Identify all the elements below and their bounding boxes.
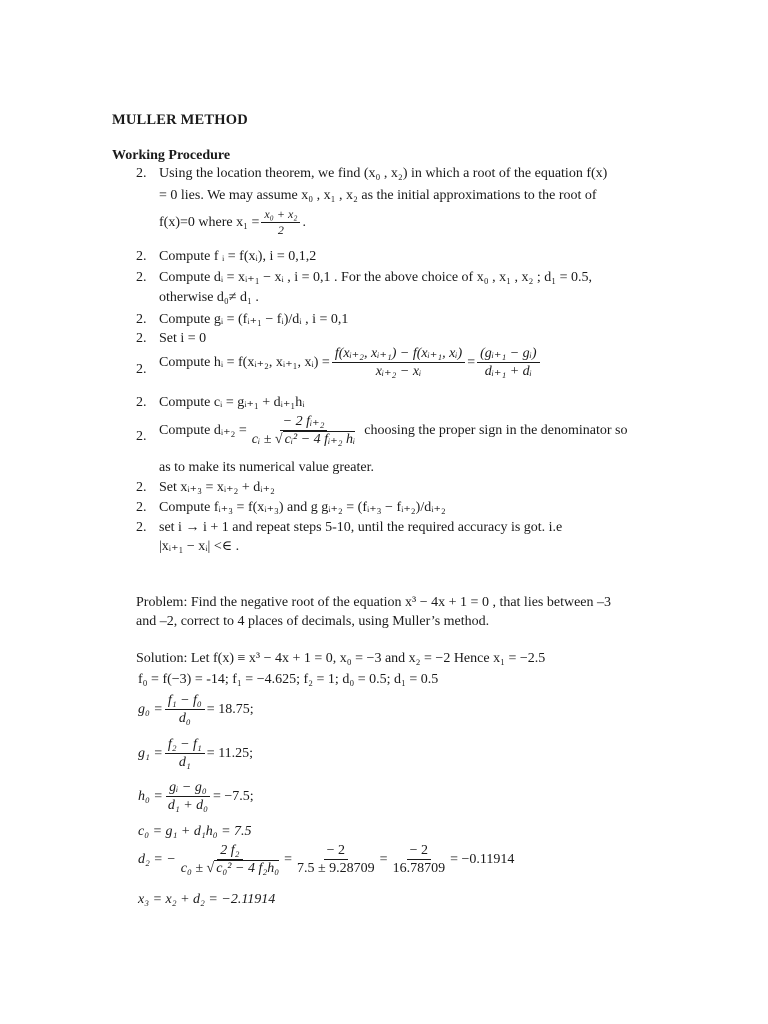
square-root: cᵢ² − 4 fᵢ₊₂ hᵢ (284, 432, 356, 448)
step-text-fragment: . (302, 214, 306, 230)
equation-g1 (138, 737, 253, 771)
step-number: 2. (136, 166, 147, 181)
fraction-denominator: 7.5 ± 9.28709 (296, 861, 375, 877)
step-number: 2. (136, 312, 147, 327)
step-text-continued: as to make its numerical value greater. (159, 460, 374, 475)
equation-c0: c₀ = g₁ + d₁h₀ = 7.5 (138, 824, 252, 839)
solution-values: f₀ = f(−3) = -14; f₁ = −4.625; f₂ = 1; d₀ = 0.5; d₁ = 0.5 (138, 672, 439, 687)
step-text: Set xᵢ₊₃ = xᵢ₊₂ + dᵢ₊₂ (159, 480, 275, 495)
fraction-numerator: x₀ + x₂ (261, 208, 300, 223)
equation-fragment: g₀ = (138, 701, 163, 717)
step-text: set i → i + 1 and repeat steps 5-10, until the required accuracy is got. i.e (159, 520, 563, 535)
step-number: 2. (136, 480, 147, 495)
equation-result: = −0.11914 (450, 851, 515, 867)
equals-sign: = (284, 851, 292, 867)
equation-fragment: d₂ = − (138, 851, 176, 867)
fraction-denominator: d₀ (178, 711, 191, 727)
fraction-numerator: f₁ − f₀ (165, 693, 205, 710)
step-equation (159, 414, 628, 448)
step-text: Set i = 0 (159, 331, 207, 346)
equation-x3: x₃ = x₂ + d₂ = −2.11914 (138, 892, 276, 907)
step-text-fragment: choosing the proper sign in the denominator so (364, 422, 628, 438)
equation-fragment: Compute hᵢ = f(xᵢ₊₂, xᵢ₊₁, xᵢ) = (159, 354, 330, 370)
fraction-numerator: − 2 (324, 843, 348, 860)
step-equation (159, 346, 542, 380)
equation-result: = 11.25; (206, 745, 254, 761)
step-number: 2. (136, 500, 147, 515)
step-text: Using the location theorem, we find (x₀ , x₂) in which a root of the equation f(x) (159, 166, 608, 181)
step-text: Compute f ᵢ = f(xᵢ), i = 0,1,2 (159, 249, 317, 264)
equation-fragment: Compute dᵢ₊₂ = (159, 422, 247, 438)
fraction (261, 208, 300, 237)
problem-statement: Problem: Find the negative root of the equation x³ − 4x + 1 = 0 , that lies between –3 (136, 595, 612, 610)
step-number: 2. (136, 395, 147, 410)
fraction (165, 780, 211, 814)
problem-statement-continued: and –2, correct to 4 places of decimals, using Muller’s method. (136, 614, 490, 629)
square-root: c₀² − 4 f₂h₀ (216, 861, 280, 877)
equation-h0 (138, 780, 254, 814)
step-number: 2. (136, 270, 147, 285)
denominator-term: c₀ ± (180, 861, 207, 877)
fraction (249, 414, 358, 448)
equals-sign: = (467, 354, 476, 370)
step-text: Compute cᵢ = gᵢ₊₁ + dᵢ₊₁hᵢ (159, 395, 305, 410)
step-number: 2. (136, 520, 147, 535)
fraction-denominator: c₀ ± √ c₀² − 4 f₂h₀ (180, 861, 280, 877)
fraction-denominator: cᵢ ± √ cᵢ² − 4 fᵢ₊₂ hᵢ (251, 432, 356, 448)
equation-fragment: g₁ = (138, 745, 163, 761)
fraction (165, 693, 205, 727)
fraction (294, 843, 378, 877)
fraction-numerator: 2 f₂ (217, 843, 242, 860)
equation-fragment: h₀ = (138, 788, 163, 804)
step-number: 2. (136, 362, 147, 377)
fraction-numerator: f(xᵢ₊₂, xᵢ₊₁) − f(xᵢ₊₁, xᵢ) (332, 346, 465, 363)
solution-intro: Solution: Let f(x) ≡ x³ − 4x + 1 = 0, x₀ = −3 and x₂ = −2 Hence x₁ = −2.5 (136, 651, 546, 666)
step-number: 2. (136, 429, 147, 444)
equation-result: = −7.5; (213, 788, 254, 804)
step-number: 2. (136, 249, 147, 264)
equation-g0 (138, 693, 254, 727)
fraction (477, 346, 539, 380)
fraction-denominator: 2 (277, 223, 284, 238)
fraction-numerator: − 2 (407, 843, 431, 860)
denominator-term: cᵢ ± (251, 432, 275, 448)
fraction-denominator: xᵢ₊₂ − xᵢ (375, 364, 422, 380)
equals-sign: = (379, 851, 388, 867)
step-text-continued: = 0 lies. We may assume x₀ , x₁ , x₂ as the initial approximations to the root of (159, 188, 597, 203)
fraction-denominator: d₁ + d₀ (167, 798, 209, 814)
step-text-fragment: f(x)=0 where x₁ = (159, 214, 260, 230)
fraction (178, 843, 282, 877)
step-text: Compute fᵢ₊₃ = f(xᵢ₊₃) and g gᵢ₊₂ = (fᵢ₊₃ − fᵢ₊₂)/dᵢ₊₂ (159, 500, 446, 515)
section-heading: Working Procedure (112, 148, 231, 163)
fraction-numerator: f₂ − f₁ (165, 737, 205, 754)
step-text-continued: otherwise d₀≠ d₁ . (159, 290, 259, 305)
step-text-continued (159, 208, 306, 237)
fraction-denominator: d₁ (178, 755, 191, 771)
fraction-denominator: dᵢ₊₁ + dᵢ (484, 364, 532, 380)
fraction-numerator: gᵢ − g₀ (166, 780, 210, 797)
fraction-denominator: 16.78709 (392, 861, 446, 877)
step-text-continued: |xᵢ₊₁ − xᵢ| <∈ . (159, 539, 240, 554)
equation-result: = 18.75; (206, 701, 254, 717)
page-title: MULLER METHOD (112, 112, 248, 128)
fraction-numerator: − 2 fᵢ₊₂ (280, 414, 328, 431)
fraction (165, 737, 205, 771)
step-number: 2. (136, 331, 147, 346)
equation-d2 (138, 843, 514, 877)
step-text: Compute gᵢ = (fᵢ₊₁ − fᵢ)/dᵢ , i = 0,1 (159, 312, 349, 327)
fraction-numerator: (gᵢ₊₁ − gᵢ) (477, 346, 539, 363)
step-text: Compute dᵢ = xᵢ₊₁ − xᵢ , i = 0,1 . For the above choice of x₀ , x₁ , x₂ ; d₁ = 0.5, (159, 270, 593, 285)
fraction (332, 346, 465, 380)
fraction (390, 843, 449, 877)
